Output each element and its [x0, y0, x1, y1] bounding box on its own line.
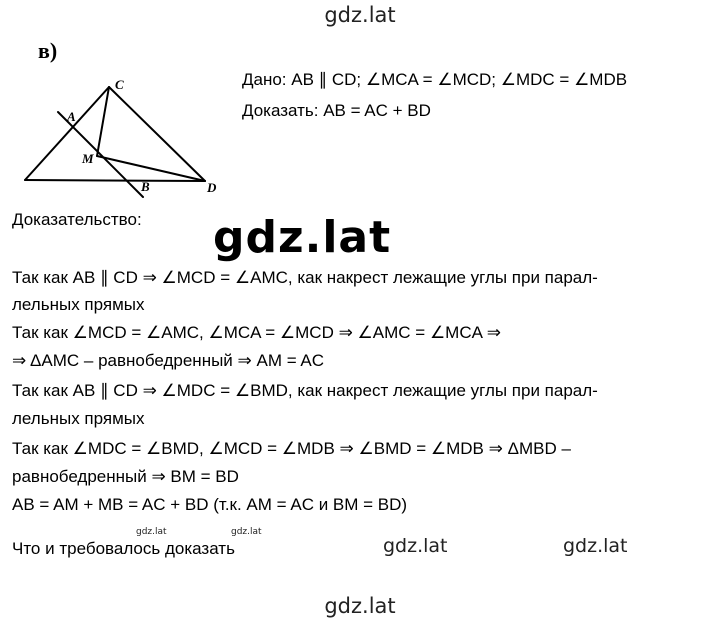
watermark-mid-1: gdz.lat	[383, 535, 448, 557]
watermark-mid-2: gdz.lat	[563, 535, 628, 557]
proof-line: лельных прямых	[12, 409, 145, 428]
segment-ec	[25, 87, 109, 180]
proof-line: равнобедренный ⇒ BM = BD	[12, 467, 239, 486]
conclusion-text: Что и требовалось доказать	[12, 539, 235, 558]
point-a-label: A	[67, 109, 76, 124]
segment-cd	[109, 87, 205, 181]
prove-statement: Доказать: AB = AC + BD	[242, 101, 431, 120]
proof-line: Так как ∠MDC = ∠BMD, ∠MCD = ∠MDB ⇒ ∠BMD = ∠MDB ⇒ ΔMBD –	[12, 439, 571, 458]
given-statement: Дано: AB ∥ CD; ∠MCA = ∠MCD; ∠MDC = ∠MDB	[242, 70, 628, 89]
proof-line: ⇒ ΔAMC – равнобедренный ⇒ AM = AC	[12, 351, 325, 370]
proof-line: Так как ∠MCD = ∠AMC, ∠MCA = ∠MCD ⇒ ∠AMC = ∠MCA ⇒	[12, 323, 501, 342]
point-b-label: B	[141, 179, 150, 194]
geometry-figure	[15, 70, 240, 200]
point-m-label: M	[82, 151, 94, 166]
point-c-label: C	[115, 77, 124, 92]
watermark-small-2: gdz.lat	[231, 527, 262, 537]
proof-line: AB = AM + MB = AC + BD (т.к. AM = AC и BM = BD)	[12, 495, 408, 514]
watermark-top: gdz.lat	[324, 3, 396, 27]
proof-line: Так как AB ∥ CD ⇒ ∠MCD = ∠AMC, как накрест лежащие углы при парал-	[12, 268, 598, 287]
proof-line: Так как AB ∥ CD ⇒ ∠MDC = ∠BMD, как накрест лежащие углы при парал-	[12, 381, 598, 400]
proof-line: лельных прямых	[12, 295, 145, 314]
problem-label: в)	[38, 38, 58, 63]
point-d-label: D	[207, 180, 217, 195]
line-ab	[58, 112, 143, 197]
watermark-big: gdz.lat	[213, 212, 392, 263]
segment-ed	[25, 180, 205, 181]
proof-title: Доказательство:	[12, 210, 142, 229]
watermark-bottom: gdz.lat	[324, 594, 396, 618]
watermark-small-1: gdz.lat	[136, 527, 167, 537]
